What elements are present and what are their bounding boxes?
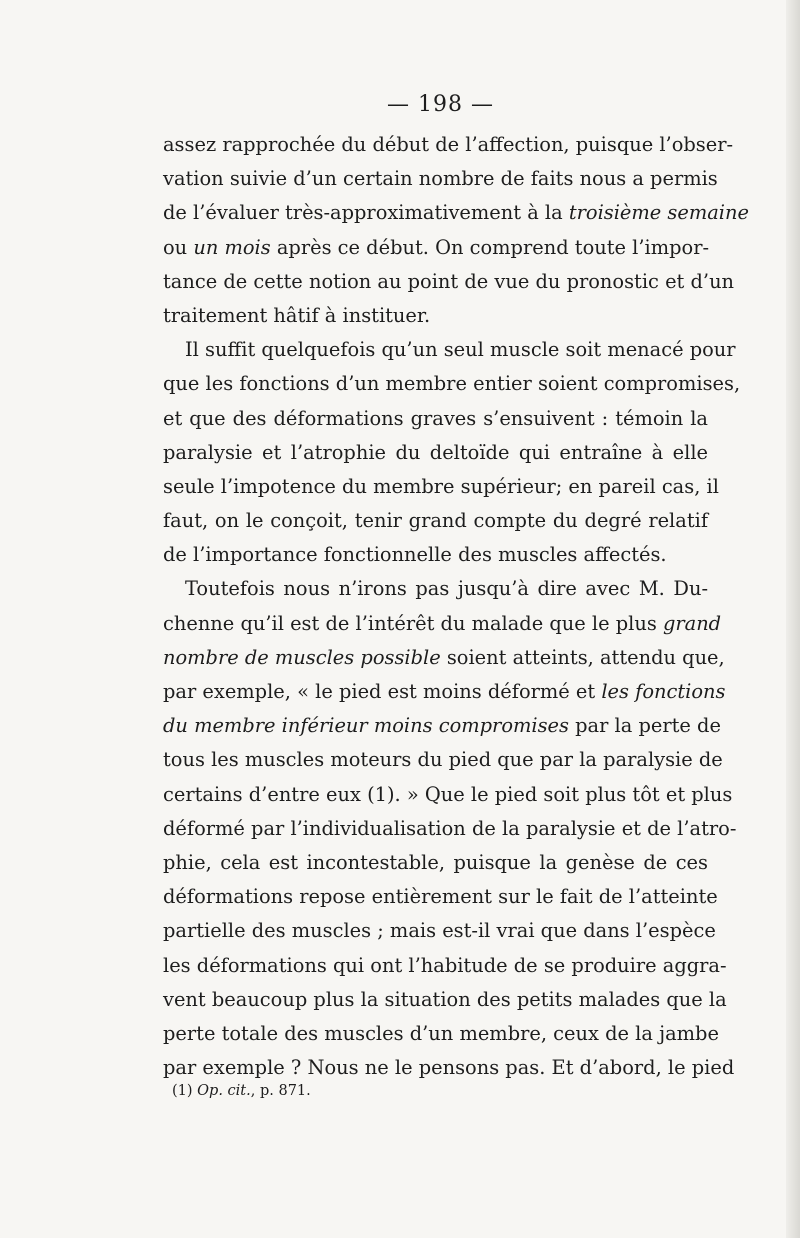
text-segment: que les fonctions d’un membre entier soient compromises, [163,372,741,396]
text-segment: certains d’entre eux (1). » Que le pied soit plus tôt et plus [163,782,733,806]
text-line [163,572,708,606]
text-segment: les déformations qui ont l’habitude de se produire aggra- [163,953,727,977]
text-line [163,914,716,948]
text-segment: déformations repose entièrement sur le fait de l’atteinte [163,885,718,909]
text-segment: soient atteints, attendu que, [440,645,725,669]
text-line [163,983,727,1017]
body-text [163,88,749,1085]
text-line [163,196,749,230]
italic-text: nombre de muscles possible [163,645,441,669]
text-segment: assez rapprochée du début de l’affection, puisque l’obser- [163,133,734,156]
text-line [163,1051,735,1085]
text-line [163,470,719,504]
text-segment: chenne qu’il est de l’intérêt du malade que le plus [163,611,663,635]
text-segment: Il suffit quelquefois qu’un seul muscle soit menacé pour [185,338,736,362]
text-line [163,538,708,572]
text-line [163,231,708,265]
paragraph-lines [163,128,749,1085]
text-segment: traitement hâtif à instituer. [163,303,431,327]
text-segment: vent beaucoup plus la situation des petits malades que la [163,987,727,1011]
text-segment: perte totale des muscles d’un membre, ceux de la jambe [163,1021,719,1045]
text-line [163,367,741,401]
italic-text: les fonctions [601,680,726,703]
text-segment: déformé par l’individualisation de la paralysie et de l’atro- [163,816,737,840]
text-line [163,880,718,914]
page-edge-shadow [786,0,800,1238]
text-line [163,675,726,709]
text-line [163,436,708,470]
text-line [163,162,718,196]
text-segment: de l’importance fonctionnelle des muscles affectés. [163,543,667,567]
text-segment: après ce début. On comprend toute l’impor- [270,235,710,259]
italic-text: du membre inférieur moins compromises [163,714,569,738]
text-segment: par exemple, « le pied est moins déformé et [163,680,602,703]
text-line [163,1017,719,1051]
italic-text: grand [662,611,722,635]
text-segment: par exemple ? Nous ne le pensons pas. Et d’abord, le pied [163,1056,735,1080]
text-line [163,949,727,983]
text-line [163,846,708,880]
italic-text: un mois [193,235,271,259]
text-segment: paralysie et l’atrophie du deltoïde qui entraîne à elle [163,440,708,464]
text-segment: vation suivie d’un certain nombre de faits nous a permis [163,167,718,191]
text-line [163,333,736,367]
text-segment: tance de cette notion au point de vue du pronostic et d’un [163,269,735,293]
text-line [163,299,708,333]
text-segment: seule l’impotence du membre supérieur; en pareil cas, il [163,474,719,498]
italic-text: troisième semaine [568,201,749,225]
text-segment: par la perte de [568,714,721,738]
text-segment: Toutefois nous n’irons pas jusqu’à dire avec M. Du- [185,577,708,601]
text-line [163,743,723,777]
footnote-citation: Op. cit. [197,1083,251,1099]
text-segment: faut, on le conçoit, tenir grand compte du degré relatif [163,509,708,533]
text-segment: partielle des muscles ; mais est-il vrai que dans l’espèce [163,919,716,943]
text-line [163,709,721,743]
text-segment: phie, cela est incontestable, puisque la genèse de ces [163,850,708,874]
footnote [172,1083,311,1099]
text-line [163,812,737,846]
footnote-marker: (1) [172,1083,193,1099]
footnote-page-ref: , p. 871. [250,1083,311,1099]
text-segment: et que des déformations graves s’ensuivent : témoin la [163,406,708,430]
page-number: — 198 — [387,92,494,117]
text-line [163,402,708,436]
text-line [163,265,735,299]
text-line [163,128,734,162]
text-line [163,641,725,675]
text-segment: de l’évaluer très-approximativement à la [163,201,569,225]
text-line [163,504,708,538]
text-line [163,778,733,812]
text-segment: tous les muscles moteurs du pied que par la paralysie de [163,748,723,772]
text-segment: ou [163,235,194,259]
text-line [163,607,722,641]
